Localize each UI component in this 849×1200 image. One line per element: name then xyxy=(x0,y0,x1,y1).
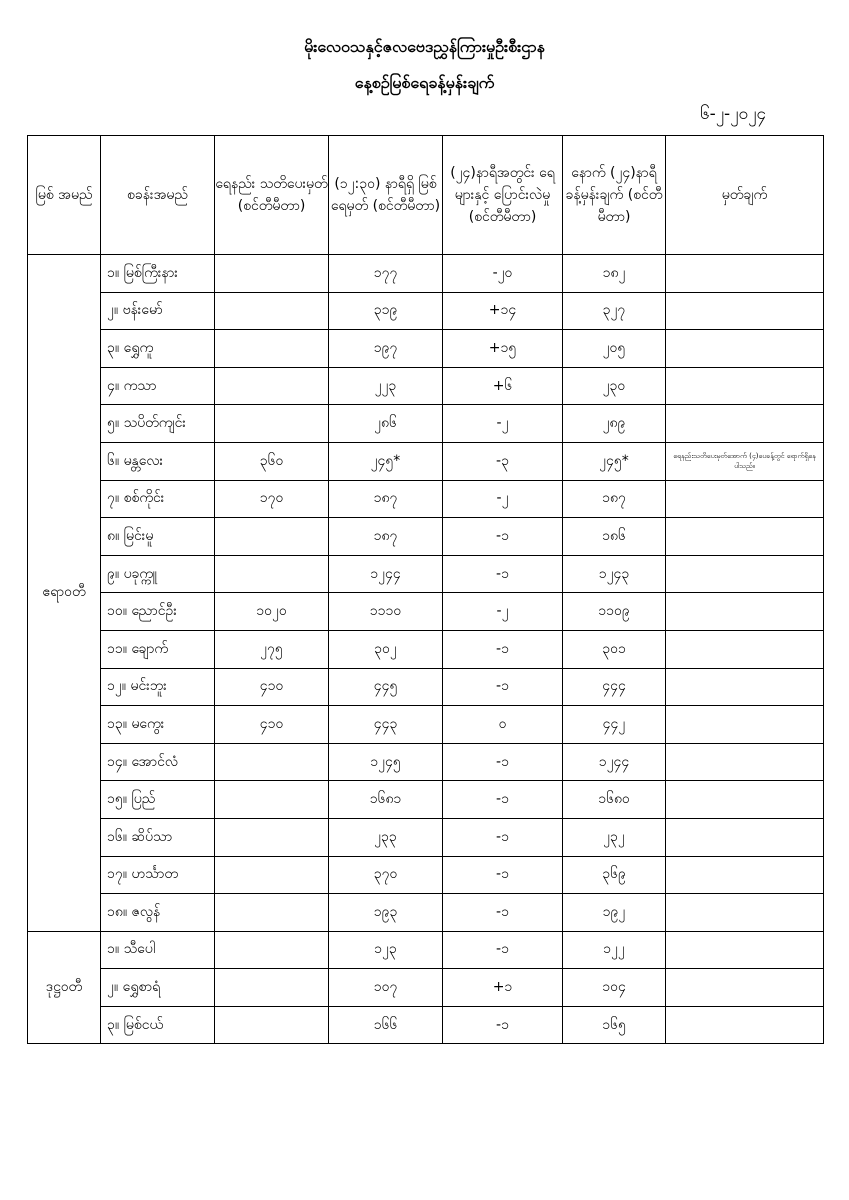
water-level-cell: ၁၇၇ xyxy=(329,255,443,293)
table-row xyxy=(28,931,824,969)
forecast-cell: ၁၂၂ xyxy=(563,931,666,969)
water-level-cell: ၃၇၀ xyxy=(329,856,443,894)
remark-cell xyxy=(666,555,824,593)
station-cell: ၈။ မြင်းမူ xyxy=(101,518,215,556)
station-cell: ၂။ ဗန်းမော် xyxy=(101,292,215,330)
river-level-table xyxy=(27,135,824,1044)
change-cell: +၁၅ xyxy=(443,330,563,368)
remark-cell xyxy=(666,706,824,744)
col-header-station: စခန်းအမည် xyxy=(101,136,215,255)
remark-cell xyxy=(666,405,824,443)
water-level-cell: ၁၉၃ xyxy=(329,894,443,932)
remark-cell xyxy=(666,1006,824,1044)
warning-level-cell xyxy=(215,367,329,405)
remark-cell xyxy=(666,743,824,781)
table-row xyxy=(28,743,824,781)
station-cell: ၃။ မြစ်ငယ် xyxy=(101,1006,215,1044)
table-row xyxy=(28,367,824,405)
water-level-cell: ၁၁၁၀ xyxy=(329,593,443,631)
warning-level-cell: ၄၁၀ xyxy=(215,706,329,744)
table-row xyxy=(28,706,824,744)
forecast-cell: ၁၂၄၄ xyxy=(563,743,666,781)
warning-level-cell xyxy=(215,931,329,969)
table-row xyxy=(28,856,824,894)
water-level-cell: ၂၄၅* xyxy=(329,442,443,480)
change-cell: -၃ xyxy=(443,442,563,480)
station-cell: ၁၆။ ဆိပ်သာ xyxy=(101,818,215,856)
change-cell: +၆ xyxy=(443,367,563,405)
forecast-cell: ၁၂၄၃ xyxy=(563,555,666,593)
forecast-cell: ၃၀၁ xyxy=(563,630,666,668)
warning-level-cell xyxy=(215,818,329,856)
page-title: မိုးလေဝသနှင့်ဇလဗေဒညွှန်ကြားမှုဦးစီးဌာန xyxy=(304,37,545,56)
station-cell: ၁၇။ ဟင်္သာတ xyxy=(101,856,215,894)
warning-level-cell xyxy=(215,255,329,293)
water-level-cell: ၂၃၃ xyxy=(329,818,443,856)
forecast-cell: ၃၆၉ xyxy=(563,856,666,894)
table-row xyxy=(28,781,824,819)
warning-level-cell xyxy=(215,1006,329,1044)
water-level-cell: ၁၉၇ xyxy=(329,330,443,368)
warning-level-cell xyxy=(215,555,329,593)
table-row xyxy=(28,593,824,631)
table-row xyxy=(28,818,824,856)
water-level-cell: ၂၂၃ xyxy=(329,367,443,405)
station-cell: ၁၁။ ချောက် xyxy=(101,630,215,668)
change-cell: -၁ xyxy=(443,931,563,969)
station-cell: ၁။ မြစ်ကြီးနား xyxy=(101,255,215,293)
remark-cell xyxy=(666,818,824,856)
table-row xyxy=(28,330,824,368)
forecast-cell: ၁၈၂ xyxy=(563,255,666,293)
col-header-remark: မှတ်ချက် xyxy=(666,136,824,255)
station-cell: ၉။ ပခုက္ကူ xyxy=(101,555,215,593)
water-level-cell: ၁၂၄၄ xyxy=(329,555,443,593)
station-cell: ၇။ စစ်ကိုင်း xyxy=(101,480,215,518)
warning-level-cell: ၄၁၀ xyxy=(215,668,329,706)
water-level-cell: ၃၀၂ xyxy=(329,630,443,668)
forecast-cell: ၁၁၀၉ xyxy=(563,593,666,631)
change-cell: -၁ xyxy=(443,668,563,706)
col-header-change: (၂၄)နာရီအတွင်း ရေများနှင့် ပြောင်းလဲမှု (စင်တီမီတာ) xyxy=(443,136,563,255)
water-level-cell: ၁၂၄၅ xyxy=(329,743,443,781)
warning-level-cell xyxy=(215,856,329,894)
water-level-cell: ၁၆၆ xyxy=(329,1006,443,1044)
remark-cell xyxy=(666,367,824,405)
col-header-warning: ရေနည်း သတိပေးမှတ် (စင်တီမီတာ) xyxy=(215,136,329,255)
forecast-cell: ၁၆၅ xyxy=(563,1006,666,1044)
station-cell: ၁၄။ အောင်လံ xyxy=(101,743,215,781)
change-cell: +၁၄ xyxy=(443,292,563,330)
remark-cell xyxy=(666,969,824,1007)
station-cell: ၆။ မန္တလေး xyxy=(101,442,215,480)
remark-cell xyxy=(666,593,824,631)
table-row xyxy=(28,630,824,668)
table-row xyxy=(28,442,824,480)
station-cell: ၃။ ရွှေကူ xyxy=(101,330,215,368)
warning-level-cell: ၁၀၂၀ xyxy=(215,593,329,631)
change-cell: -၂၀ xyxy=(443,255,563,293)
page-subtitle: နေ့စဉ်မြစ်ရေခန့်မှန်းချက် xyxy=(354,73,495,92)
warning-level-cell xyxy=(215,518,329,556)
remark-cell xyxy=(666,330,824,368)
table-body xyxy=(28,255,824,1044)
report-date: ၆-၂-၂၀၂၄ xyxy=(700,104,767,124)
station-cell: ၁။ သီပေါ xyxy=(101,931,215,969)
warning-level-cell xyxy=(215,405,329,443)
table-row xyxy=(28,480,824,518)
remark-cell xyxy=(666,894,824,932)
table-row xyxy=(28,255,824,293)
col-header-forecast: နောက် (၂၄)နာရီ ခန့်မှန်းချက် (စင်တီမီတာ) xyxy=(563,136,666,255)
forecast-cell: ၁၈၆ xyxy=(563,518,666,556)
forecast-cell: ၂၃၀ xyxy=(563,367,666,405)
warning-level-cell xyxy=(215,743,329,781)
station-cell: ၁၈။ ဇလွန် xyxy=(101,894,215,932)
water-level-cell: ၄၄၃ xyxy=(329,706,443,744)
table-row xyxy=(28,518,824,556)
table-row xyxy=(28,405,824,443)
change-cell: -၂ xyxy=(443,593,563,631)
warning-level-cell xyxy=(215,292,329,330)
forecast-cell: ၁၆၈၀ xyxy=(563,781,666,819)
remark-cell: ရေနည်းသတိပေးမှတ်အောက် (၄)ပေခန့်တွင် ရောက်ရှိနေပါသည်။ xyxy=(666,442,824,480)
warning-level-cell xyxy=(215,781,329,819)
warning-level-cell xyxy=(215,969,329,1007)
water-level-cell: ၁၆၈၁ xyxy=(329,781,443,819)
change-cell: -၁ xyxy=(443,743,563,781)
forecast-cell: ၂၄၅* xyxy=(563,442,666,480)
river-name-cell: ဧရာဝတီ xyxy=(28,255,101,932)
forecast-cell: ၁၀၄ xyxy=(563,969,666,1007)
forecast-cell: ၂၀၅ xyxy=(563,330,666,368)
water-level-cell: ၂၈၆ xyxy=(329,405,443,443)
water-level-cell: ၁၂၃ xyxy=(329,931,443,969)
forecast-cell: ၃၂၇ xyxy=(563,292,666,330)
remark-cell xyxy=(666,255,824,293)
water-level-cell: ၃၁၉ xyxy=(329,292,443,330)
change-cell: -၂ xyxy=(443,405,563,443)
forecast-cell: ၄၄၄ xyxy=(563,668,666,706)
remark-cell xyxy=(666,856,824,894)
station-cell: ၂။ ရွှေစာရံ xyxy=(101,969,215,1007)
forecast-cell: ၁၈၇ xyxy=(563,480,666,518)
water-level-cell: ၁၈၇ xyxy=(329,480,443,518)
warning-level-cell: ၃၆၀ xyxy=(215,442,329,480)
table-row xyxy=(28,1006,824,1044)
forecast-cell: ၂၈၉ xyxy=(563,405,666,443)
remark-cell xyxy=(666,931,824,969)
forecast-cell: ၁၉၂ xyxy=(563,894,666,932)
remark-cell xyxy=(666,630,824,668)
table-row xyxy=(28,292,824,330)
change-cell: -၁ xyxy=(443,630,563,668)
table-row xyxy=(28,555,824,593)
warning-level-cell xyxy=(215,894,329,932)
station-cell: ၁၀။ ညောင်ဦး xyxy=(101,593,215,631)
station-cell: ၁၅။ ပြည် xyxy=(101,781,215,819)
change-cell: -၁ xyxy=(443,518,563,556)
station-cell: ၄။ ကသာ xyxy=(101,367,215,405)
change-cell: -၁ xyxy=(443,781,563,819)
station-cell: ၁၂။ မင်းဘူး xyxy=(101,668,215,706)
table-row xyxy=(28,969,824,1007)
remark-cell xyxy=(666,781,824,819)
station-cell: ၅။ သပိတ်ကျင်း xyxy=(101,405,215,443)
remark-cell xyxy=(666,292,824,330)
change-cell: -၁ xyxy=(443,894,563,932)
change-cell: -၁ xyxy=(443,818,563,856)
header-row xyxy=(28,136,824,255)
water-level-cell: ၁၀၇ xyxy=(329,969,443,1007)
station-cell: ၁၃။ မကွေး xyxy=(101,706,215,744)
table-row xyxy=(28,894,824,932)
change-cell: +၁ xyxy=(443,969,563,1007)
remark-cell xyxy=(666,480,824,518)
change-cell: -၁ xyxy=(443,555,563,593)
change-cell: -၂ xyxy=(443,480,563,518)
water-level-cell: ၄၄၅ xyxy=(329,668,443,706)
forecast-cell: ၄၄၂ xyxy=(563,706,666,744)
forecast-cell: ၂၃၂ xyxy=(563,818,666,856)
change-cell: -၁ xyxy=(443,856,563,894)
change-cell: -၁ xyxy=(443,1006,563,1044)
water-level-cell: ၁၈၇ xyxy=(329,518,443,556)
river-name-cell: ဒုဋ္ဌဝတီ xyxy=(28,931,101,1044)
col-header-river: မြစ် အမည် xyxy=(28,136,101,255)
warning-level-cell: ၁၇၀ xyxy=(215,480,329,518)
table-row xyxy=(28,668,824,706)
warning-level-cell: ၂၇၅ xyxy=(215,630,329,668)
change-cell: ၀ xyxy=(443,706,563,744)
col-header-level: (၁၂:၃၀) နာရီရှိ မြစ်ရေမှတ် (စင်တီမီတာ) xyxy=(329,136,443,255)
remark-cell xyxy=(666,518,824,556)
remark-cell xyxy=(666,668,824,706)
warning-level-cell xyxy=(215,330,329,368)
